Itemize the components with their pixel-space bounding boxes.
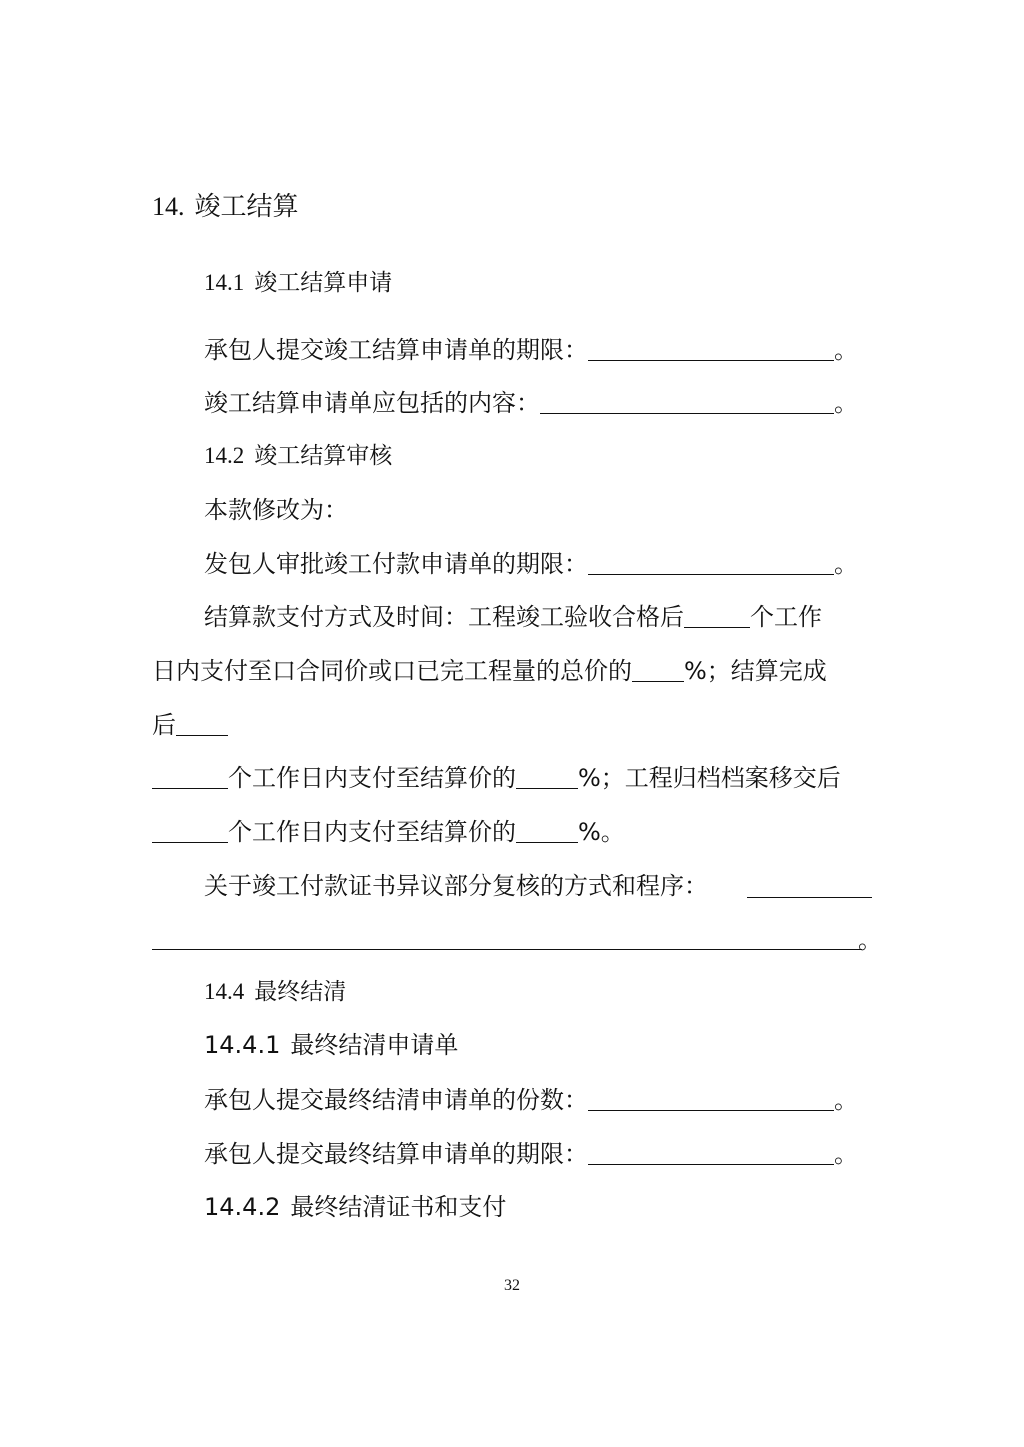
field-label: 承包人提交竣工结算申请单的期限： — [204, 336, 588, 364]
subsection-title: 竣工结算审核 — [254, 443, 393, 469]
field-label: 发包人审批竣工付款申请单的期限： — [204, 550, 588, 578]
payment-method-line-2 — [152, 659, 827, 683]
page-number: 32 — [504, 1277, 520, 1294]
approval-deadline-line — [204, 552, 858, 576]
payment-text: 后 — [152, 711, 176, 739]
payment-text: %；工程归档档案移交后 — [578, 764, 841, 792]
fill-in-blank[interactable] — [176, 734, 228, 736]
fill-in-blank[interactable] — [152, 841, 228, 843]
modification-note: 本款修改为： — [204, 496, 348, 524]
fill-in-blank[interactable] — [632, 680, 684, 682]
fill-in-blank[interactable] — [588, 573, 834, 575]
fill-in-blank[interactable] — [588, 359, 834, 361]
payment-text: 个工作日内支付至结算价的 — [228, 764, 516, 792]
subsection-14-4-1-heading — [204, 1033, 458, 1057]
fill-in-blank[interactable] — [516, 787, 578, 789]
payment-text: 个工作日内支付至结算价的 — [228, 818, 516, 846]
final-settlement-copies-line — [204, 1088, 858, 1112]
payment-text: 结算款支付方式及时间：工程竣工验收合格后 — [204, 603, 684, 631]
payment-text: 日内支付至口合同价或口已完工程量的总价的 — [152, 657, 632, 685]
fill-in-blank[interactable] — [152, 787, 228, 789]
field-label: 承包人提交最终结算申请单的期限： — [204, 1140, 588, 1168]
fill-in-blank[interactable] — [540, 412, 834, 414]
section-number: 14. — [152, 192, 185, 221]
period-mark: 。 — [834, 1140, 858, 1168]
dispute-review-line — [204, 874, 708, 898]
subsection-number: 14.4 — [204, 979, 245, 1004]
subsection-14-1-heading — [204, 271, 392, 295]
subsection-number: 14.4.1 — [204, 1031, 281, 1059]
period-mark: 。 — [834, 1086, 858, 1114]
fill-in-blank[interactable] — [588, 1163, 834, 1165]
payment-method-line-5 — [152, 820, 625, 844]
fill-in-blank-long[interactable] — [152, 949, 862, 950]
period-mark: 。 — [834, 336, 858, 364]
field-label: 承包人提交最终结清申请单的份数： — [204, 1086, 588, 1114]
period-mark: 。 — [834, 550, 858, 578]
payment-method-line-4 — [152, 766, 841, 790]
subsection-14-4-heading — [204, 980, 346, 1004]
fill-in-blank[interactable] — [684, 626, 750, 628]
payment-method-line-3 — [152, 713, 228, 737]
subsection-title: 竣工结算申请 — [254, 270, 393, 296]
settlement-application-deadline-line — [204, 338, 858, 362]
settlement-application-content-line — [204, 391, 858, 415]
section-heading — [152, 194, 299, 220]
period-mark: 。 — [858, 926, 882, 954]
subsection-14-4-2-heading — [204, 1195, 506, 1219]
period-mark: 。 — [834, 389, 858, 417]
field-label: 关于竣工付款证书异议部分复核的方式和程序： — [204, 872, 708, 900]
subsection-title: 最终结清申请单 — [290, 1031, 459, 1059]
subsection-number: 14.4.2 — [204, 1193, 281, 1221]
payment-text: %；结算完成 — [684, 657, 827, 685]
payment-text: 个工作 — [750, 603, 822, 631]
fill-in-blank[interactable] — [747, 897, 872, 898]
payment-text: %。 — [578, 818, 625, 846]
subsection-14-2-heading — [204, 444, 392, 468]
payment-method-line-1 — [204, 605, 822, 629]
section-title: 竣工结算 — [194, 192, 299, 222]
final-settlement-deadline-line — [204, 1142, 858, 1166]
subsection-number: 14.2 — [204, 443, 245, 468]
subsection-title: 最终结清证书和支付 — [290, 1193, 507, 1221]
subsection-number: 14.1 — [204, 270, 245, 295]
field-label: 竣工结算申请单应包括的内容： — [204, 389, 540, 417]
subsection-title: 最终结清 — [254, 979, 347, 1005]
fill-in-blank[interactable] — [588, 1109, 834, 1111]
fill-in-blank[interactable] — [516, 841, 578, 843]
